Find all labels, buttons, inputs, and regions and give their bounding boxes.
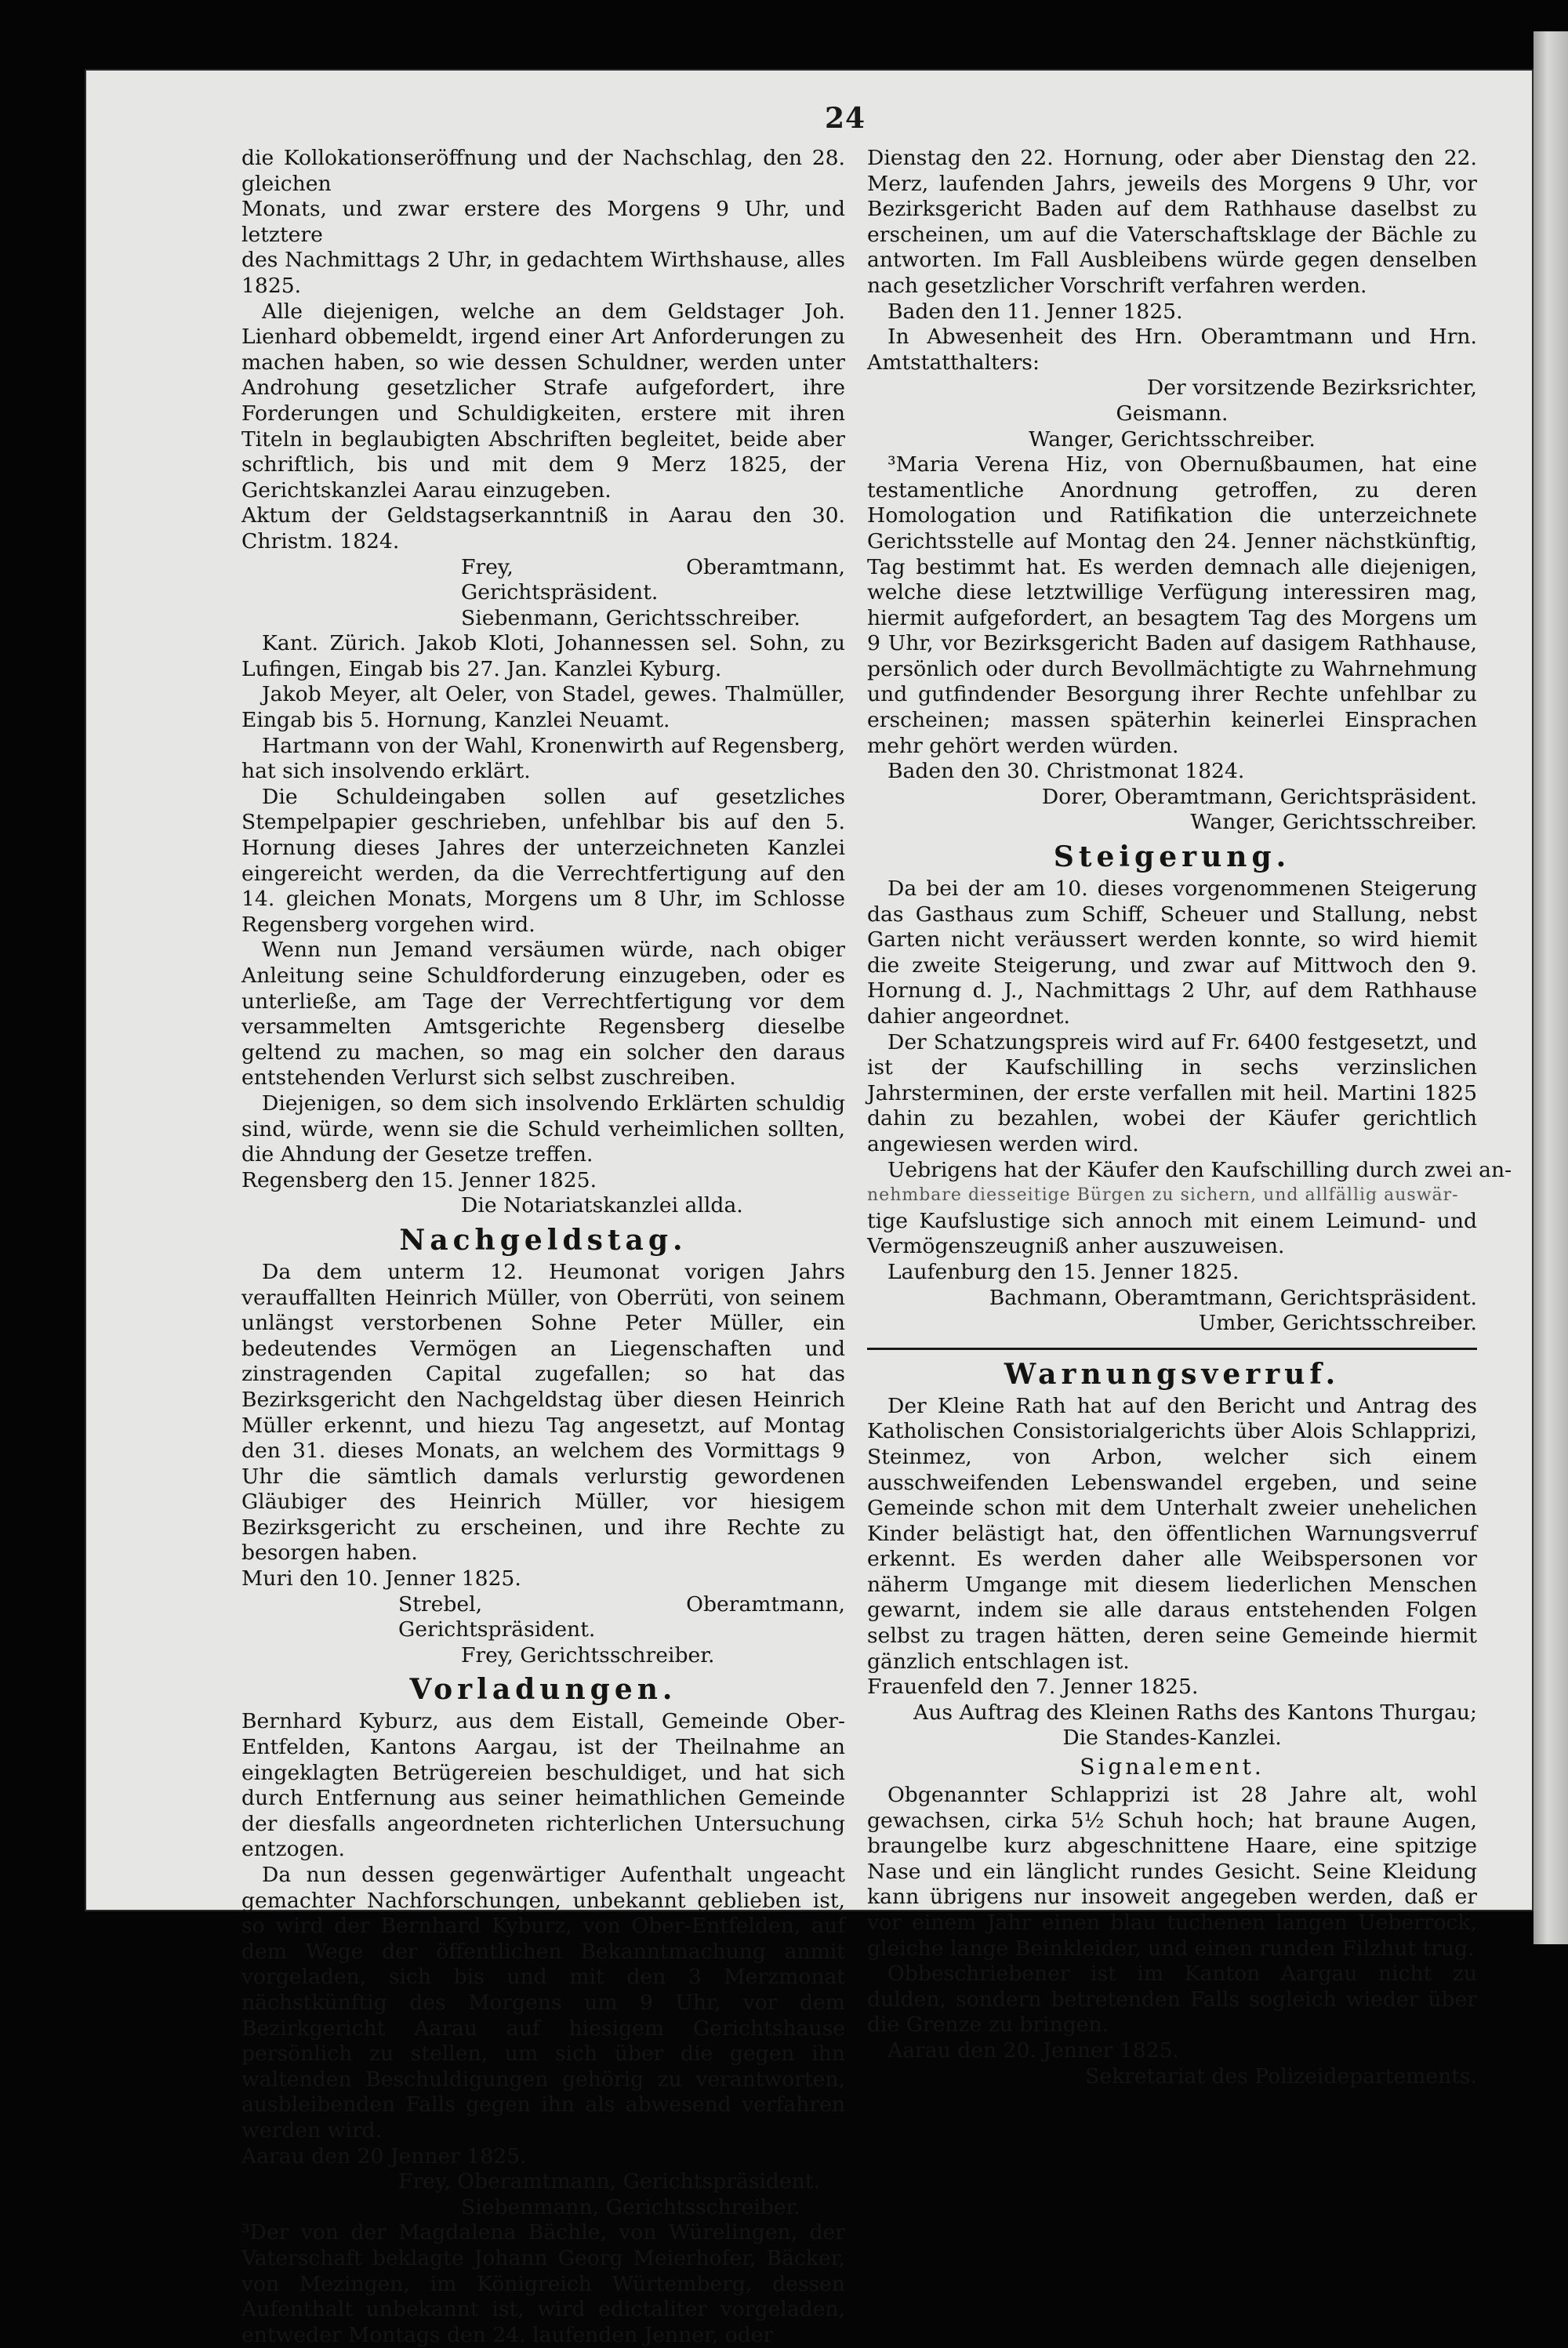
dateline: Aktum der Geldstagserkanntniß in Aarau den 30. Christm. 1824. <box>241 503 845 553</box>
paragraph: Jakob Meyer, alt Oeler, von Stadel, gewes. Thalmüller, Eingab bis 5. Hornung, Kanzlei Neuamt. <box>241 682 845 733</box>
right-column <box>867 146 1512 2089</box>
dateline: Aarau den 20. Jenner 1825. <box>887 2038 1179 2063</box>
dateline: Regensberg den 15. Jenner 1825. <box>241 1167 597 1192</box>
paragraph: Obbeschriebener ist im Kanton Aargau nicht zu dulden, sondern betretenden Falls sogleich wieder über die Grenze zu bringen. <box>867 1962 1477 2038</box>
dateline: Aarau den 20 Jenner 1825. <box>241 2143 527 2168</box>
paragraph: Wenn nun Jemand versäumen würde, nach obiger Anleitung seine Schuldforderung einzugeben, oder es unterließe, am Tage der Verrechtfertigung vor dem versammelten Amtsgerichte Regensberg dieselbe geltend zu machen, so mag ein solcher den daraus entstehenden Verlurst sich selbst zuschreiben. <box>241 938 845 1091</box>
text-line: nehmbare diesseitige Bürgen zu sichern, und allfällig auswär- <box>867 1185 1459 1206</box>
paragraph: Da dem unterm 12. Heumonat vorigen Jahrs verauffallten Heinrich Müller, von Oberrüti, von seinem unlängst verstorbenen Sohne Peter Müller, ein bedeutendes Vermögen an Liegenschaften und zinstragenden Capital zugefallen; so hat das Bezirksgericht den Nachgeldstag über diesen Heinrich Müller erkennt, und hiezu Tag angesetzt, auf Montag den 31. dieses Monats, an welchem des Vormittags 9 Uhr die sämtlich damals verlurstig gewordenen Gläubiger des Heinrich Müller, vor hiesigem Bezirksgericht zu erscheinen, und ihre Rechte zu besorgen haben. <box>241 1259 845 1566</box>
paragraph: Da nun dessen gegenwärtiger Aufenthalt ungeacht gemachter Nachforschungen, unbekannt geblieben ist, so wird der Bernhard Kyburz, von Ober-Entfelden, auf dem Wege der öffentlichen Bekanntmachung anmit vorgeladen, sich bis und mit den 3 Merzmonat nächstkünftig des Morgens um 9 Uhr, vor dem Bezirkgericht Aarau auf hiesigem Gerichtshause persönlich zu stellen, um sich über die gegen ihn waltenden Beschuldigungen gehörig zu verantworten, ausbleibenden Falls gegen ihn als abwesend verfahren werden wird. <box>241 1863 845 2143</box>
signature: Dorer, Oberamtmann, Gerichtspräsident. <box>1041 784 1477 809</box>
section-divider <box>867 1348 1477 1350</box>
signature: Frey, Gerichtsschreiber. <box>461 1642 715 1668</box>
signature: Wanger, Gerichtsschreiber. <box>1190 810 1477 835</box>
page-gutter <box>1534 31 1568 1944</box>
paragraph: ³Der von der Magdalena Bächle, von Würelingen, der Vaterschaft beklagte Johann Georg Meierhofer, Bäcker, von Mezingen, im Königreich Würtemberg, dessen Aufenthalt unbekannt ist, wird edictaliter vorgeladen, entweder Montags den 24. laufenden Jenner, oder <box>241 2220 845 2347</box>
signature: Die Notariatskanzlei allda. <box>461 1193 743 1218</box>
signature: Umber, Gerichtsschreiber. <box>1198 1311 1477 1336</box>
dateline: Baden den 11. Jenner 1825. <box>887 299 1183 324</box>
signature: Geismann. <box>1116 401 1229 426</box>
signature: Siebenmann, Gerichtsschreiber. <box>461 605 800 630</box>
signature: Bachmann, Oberamtmann, Gerichtspräsident. <box>989 1285 1477 1310</box>
signature: Die Standes-Kanzlei. <box>1062 1726 1282 1751</box>
signature: Aus Auftrag des Kleinen Raths des Kantons Thurgau; <box>913 1700 1477 1725</box>
paragraph: Der Kleine Rath hat auf den Bericht und Antrag des Katholischen Consistorialgerichts über Alois Schlapprizi, Steinmez, von Arbon, welcher sich einem ausschweifenden Lebenswandel ergeben, und seine Gemeinde schon mit dem Unterhalt zweier unehelichen Kinder belästigt hat, den öffentlichen Warnungsverruf erkennt. Es werden daher alle Weibspersonen vor näherm Umgange mit diesem liederlichen Menschen gewarnt, indem sie alle daraus entstehenden Folgen selbst zu tragen hätten, deren seine Gemeinde hiermit gänzlich entschlagen ist. <box>867 1393 1477 1674</box>
dateline: Laufenburg den 15. Jenner 1825. <box>887 1259 1240 1284</box>
section-heading-vorladungen: Vorladungen. <box>409 1673 677 1707</box>
paragraph: Die Schuldeingaben sollen auf gesetzliches Stempelpapier geschrieben, unfehlbar bis auf den 5. Hornung dieses Jahres der unterzeichneten Kanzlei eingereicht werden, da die Verrechtfertigung auf den 14. gleichen Monats, Morgens um 8 Uhr, im Schlosse Regensberg vorgehen wird. <box>241 784 845 937</box>
text-line: Uebrigens hat der Käufer den Kaufschilling durch zwei an- <box>887 1157 1512 1182</box>
paragraph: Der Schatzungspreis wird auf Fr. 6400 festgesetzt, und ist der Kaufschilling in sechs verzinslichen Jahrsterminen, der erste verfallen mit heil. Martini 1825 dahin zu bezahlen, wobei der Käufer gerichtlich angewiesen werden wird. <box>867 1029 1477 1156</box>
signature: Der vorsitzende Bezirksrichter, <box>1146 376 1477 401</box>
text-line: Monats, und zwar erstere des Morgens 9 Uhr, und letztere <box>241 197 845 247</box>
paragraph: Dienstag den 22. Hornung, oder aber Dienstag den 22. Merz, laufenden Jahrs, jeweils des Morgens 9 Uhr, vor Bezirksgericht Baden auf dem Rathhause daselbst zu erscheinen, um auf die Vaterschaftsklage der Bächle zu antworten. Im Fall Ausbleibens würde gegen denselben nach gesetzlicher Vorschrift verfahren werden. <box>867 146 1477 298</box>
text-line: die Kollokationseröffnung und der Nachschlag, den 28. gleichen <box>241 146 845 196</box>
paragraph: Bernhard Kyburz, aus dem Eistall, Gemeinde Ober-Entfelden, Kantons Aargau, ist der Theilnahme an eingeklagten Betrügereien beschuldiget, und hat sich durch Entfernung aus seiner heimathlichen Gemeinde der diesfalls angeordneten richterlichen Untersuchung entzogen. <box>241 1709 845 1862</box>
signature: Siebenmann, Gerichtsschreiber. <box>461 2194 800 2219</box>
paragraph: Diejenigen, so dem sich insolvendo Erklärten schuldig sind, würde, wenn sie die Schuld verheimlichen sollten, die Ahndung der Gesetze treffen. <box>241 1091 845 1167</box>
signature: Sekretariat des Polizeidepartements. <box>1085 2063 1477 2089</box>
section-heading-steigerung: Steigerung. <box>1053 840 1291 874</box>
paragraph: Kant. Zürich. Jakob Kloti, Johannessen sel. Sohn, zu Lufingen, Eingab bis 27. Jan. Kanzlei Kyburg. <box>241 631 845 681</box>
text-line: tige Kaufslustige sich annoch mit einem Leimund- und Vermögenszeugniß anher auszuweisen. <box>867 1208 1477 1259</box>
left-column <box>241 146 845 2348</box>
signature: Frey, Oberamtmann, Gerichtspräsident. <box>398 2169 820 2194</box>
paragraph: ³Maria Verena Hiz, von Obernußbaumen, hat eine testamentliche Anordnung getroffen, zu deren Homologation und Ratifikation die unterzeichnete Gerichtsstelle auf Montag den 24. Jenner nächstkünftig, Tag bestimmt hat. Es werden demnach alle diejenigen, welche diese letztwillige Verfügung interessiren mag, hiermit aufgefordert, an besagtem Tag des Morgens um 9 Uhr, vor Bezirksgericht Baden auf dasigem Rathhause, persönlich oder durch Bevollmächtigte zu Wahrnehmung und gutfindender Besorgung ihrer Rechte unfehlbar zu erscheinen; massen späterhin keinerlei Einsprachen mehr gehört werden würden. <box>867 452 1477 758</box>
dateline: Frauenfeld den 7. Jenner 1825. <box>867 1675 1199 1700</box>
signature: Wanger, Gerichtsschreiber. <box>1029 426 1316 452</box>
signature: Frey, Oberamtmann, Gerichtspräsident. <box>461 554 845 605</box>
dateline: Muri den 10. Jenner 1825. <box>241 1566 521 1591</box>
section-heading-nachgeldstag: Nachgeldstag. <box>399 1223 688 1257</box>
paragraph: Obgenannter Schlapprizi ist 28 Jahre alt, wohl gewachsen, cirka 5½ Schuh hoch; hat braune Augen, braungelbe kurz abgeschnittene Haare, eine spitzige Nase und ein länglicht rundes Gesicht. Seine Kleidung kann übrigens nur insoweit angegeben werden, daß er vor einem Jahr einen blau tuchenen langen Ueberrock, gleiche lange Beinkleider, und einen runden Filzhut trug. <box>867 1783 1477 1961</box>
section-heading-warnungsverruf: Warnungsverruf. <box>1004 1357 1341 1391</box>
paragraph: Alle diejenigen, welche an dem Geldstager Joh. Lienhard obbemeldt, irgend einer Art Anforderungen zu machen haben, so wie dessen Schuldner, werden unter Androhung gesetzlicher Strafe aufgefordert, ihre Forderungen und Schuldigkeiten, erstere mit ihren Titeln in beglaubigten Abschriften begleitet, beide aber schriftlich, bis und mit dem 9 Merz 1825, der Gerichtskanzlei Aarau einzugeben. <box>241 299 845 503</box>
section-heading-signalement: Signalement. <box>1080 1754 1265 1780</box>
dateline: Baden den 30. Christmonat 1824. <box>887 759 1245 784</box>
paragraph: In Abwesenheit des Hrn. Oberamtmann und Hrn. Amtstatthalters: <box>867 325 1477 375</box>
paragraph: Da bei der am 10. dieses vorgenommenen Steigerung das Gasthaus zum Schiff, Scheuer und Stallung, nebst Garten nicht veräussert werden konnte, so wird hiemit die zweite Steigerung, und zwar auf Mittwoch den 9. Hornung d. J., Nachmittags 2 Uhr, auf dem Rathhause dahier angeordnet. <box>867 876 1477 1029</box>
signature: Strebel, Oberamtmann, Gerichtspräsident. <box>398 1591 845 1642</box>
page-number: 24 <box>825 102 866 135</box>
paragraph: Hartmann von der Wahl, Kronenwirth auf Regensberg, hat sich insolvendo erklärt. <box>241 733 845 784</box>
text-line: des Nachmittags 2 Uhr, in gedachtem Wirthshause, alles 1825. <box>241 248 845 298</box>
